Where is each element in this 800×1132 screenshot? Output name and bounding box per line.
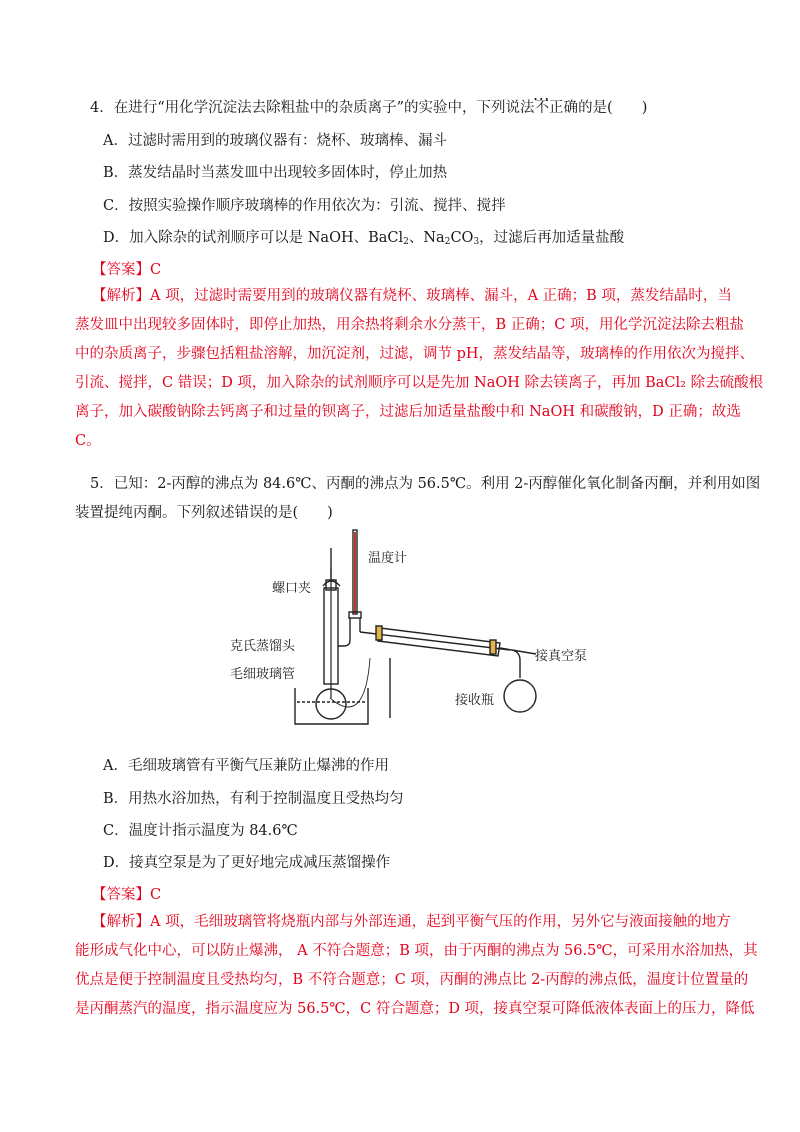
q5-stem-line-1: 5．已知：2-丙醇的沸点为 84.6℃、丙酮的沸点为 56.5℃。利用 2-丙醇催化氧化制备丙酮，并利用如图 <box>90 476 761 492</box>
label-capillary: 毛细玻璃管 <box>230 667 296 682</box>
q4-explanation-line-2: 蒸发皿中出现较多固体时，即停止加热，用余热将剩余水分蒸干，B 正确；C 项，用化学沉淀法除去粗盐 <box>75 317 744 333</box>
q4-stem-prefix: 4．在进行“用化学沉淀法去除粗盐中的杂质离子”的实验中，下列说法 <box>90 100 535 116</box>
q4-explanation-line-3: 中的杂质离子，步骤包括粗盐溶解，加沉淀剂，过滤，调节 pH，蒸发结晶等，玻璃棒的作用依次为搅拌、 <box>75 346 755 362</box>
vacuum-distillation-figure <box>230 528 590 728</box>
q4-explanation-line-4: 引流、搅拌，C 错误；D 项，加入除杂的试剂顺序可以是先加 NaOH 除去镁离子，再加 BaCl₂ 除去硫酸根 <box>75 375 764 391</box>
q5-option-c: C．温度计指示温度为 84.6℃ <box>103 823 298 839</box>
q4-option-a: A．过滤时需用到的玻璃仪器有：烧杯、玻璃棒、漏斗 <box>103 133 447 149</box>
q5-explanation-line-4: 是丙酮蒸汽的温度，指示温度应为 56.5℃，C 符合题意；D 项，接真空泵可降低液体表面上的压力，降低 <box>75 1001 755 1017</box>
q4-option-d-text-4: ，过滤后再加适量盐酸 <box>479 230 625 246</box>
label-clamp: 螺口夹 <box>272 581 312 596</box>
receiver-flask <box>504 680 536 712</box>
q4-option-d-sub-1: 2 <box>403 237 409 247</box>
q4-option-d-text-2: 、Na <box>408 230 445 246</box>
q5-answer: 【答案】C <box>92 887 162 903</box>
q5-explanation-line-2: 能形成气化中心，可以防止爆沸， A 不符合题意；B 项，由于丙酮的沸点为 56.5℃，可采用水浴加热，其 <box>75 943 758 959</box>
label-vacuum: 接真空泵 <box>535 649 588 664</box>
q4-option-d-text-1: D．加入除杂的试剂顺序可以是 NaOH、BaCl <box>103 230 404 246</box>
joint-2 <box>490 640 496 654</box>
label-leader <box>330 658 370 707</box>
joint-1 <box>376 626 382 640</box>
q4-stem-emphasis: · · · 不正确 <box>535 100 579 116</box>
label-receiver: 接收瓶 <box>455 693 495 708</box>
q5-explanation-line-1: 【解析】A 项，毛细玻璃管将烧瓶内部与外部连通，起到平衡气压的作用，另外它与液面接触的地方 <box>92 914 731 930</box>
q4-explanation-line-5: 离子，加入碳酸钠除去钙离子和过量的钡离子，过滤后加适量盐酸中和 NaOH 和碳酸钠，D 正确；故选 <box>75 404 741 420</box>
q5-option-d: D．接真空泵是为了更好地完成减压蒸馏操作 <box>103 855 391 871</box>
adapter <box>500 648 520 678</box>
q4-explanation-line-6: C。 <box>75 433 101 449</box>
q4-option-c: C．按照实验操作顺序玻璃棒的作用依次为：引流、搅拌、搅拌 <box>103 198 506 214</box>
q4-option-d-sub-2: 2 <box>444 237 451 247</box>
q4-option-b: B．蒸发结晶时当蒸发皿中出现较多固体时，停止加热 <box>103 165 448 181</box>
q5-option-b: B．用热水浴加热，有利于控制温度且受热均匀 <box>103 791 404 807</box>
claisen-head-right <box>338 618 350 646</box>
q4-answer: 【答案】C <box>92 262 162 278</box>
q5-stem-line-2: 装置提纯丙酮。下列叙述错误的是( ) <box>75 505 333 521</box>
q4-explanation-line-1: 【解析】A 项，过滤时需要用到的玻璃仪器有烧杯、玻璃棒、漏斗，A 正确；B 项，蒸发结晶时，当 <box>92 288 732 304</box>
label-claisen: 克氏蒸馏头 <box>230 639 296 654</box>
q4-option-d-text-3: CO <box>450 230 474 246</box>
q5-explanation-line-3: 优点是便于控制温度且受热均匀，B 不符合题意；C 项，丙酮的沸点比 2-丙醇的沸点低，温度计位置量的 <box>75 972 749 988</box>
q4-option-d <box>103 228 624 248</box>
q4-option-d-sub-3: 3 <box>473 237 480 247</box>
q4-stem <box>90 98 647 118</box>
q4-stem-suffix: 的是( ) <box>578 100 648 116</box>
label-thermometer: 温度计 <box>368 551 408 566</box>
q5-option-a: A．毛细玻璃管有平衡气压兼防止爆沸的作用 <box>103 758 389 774</box>
